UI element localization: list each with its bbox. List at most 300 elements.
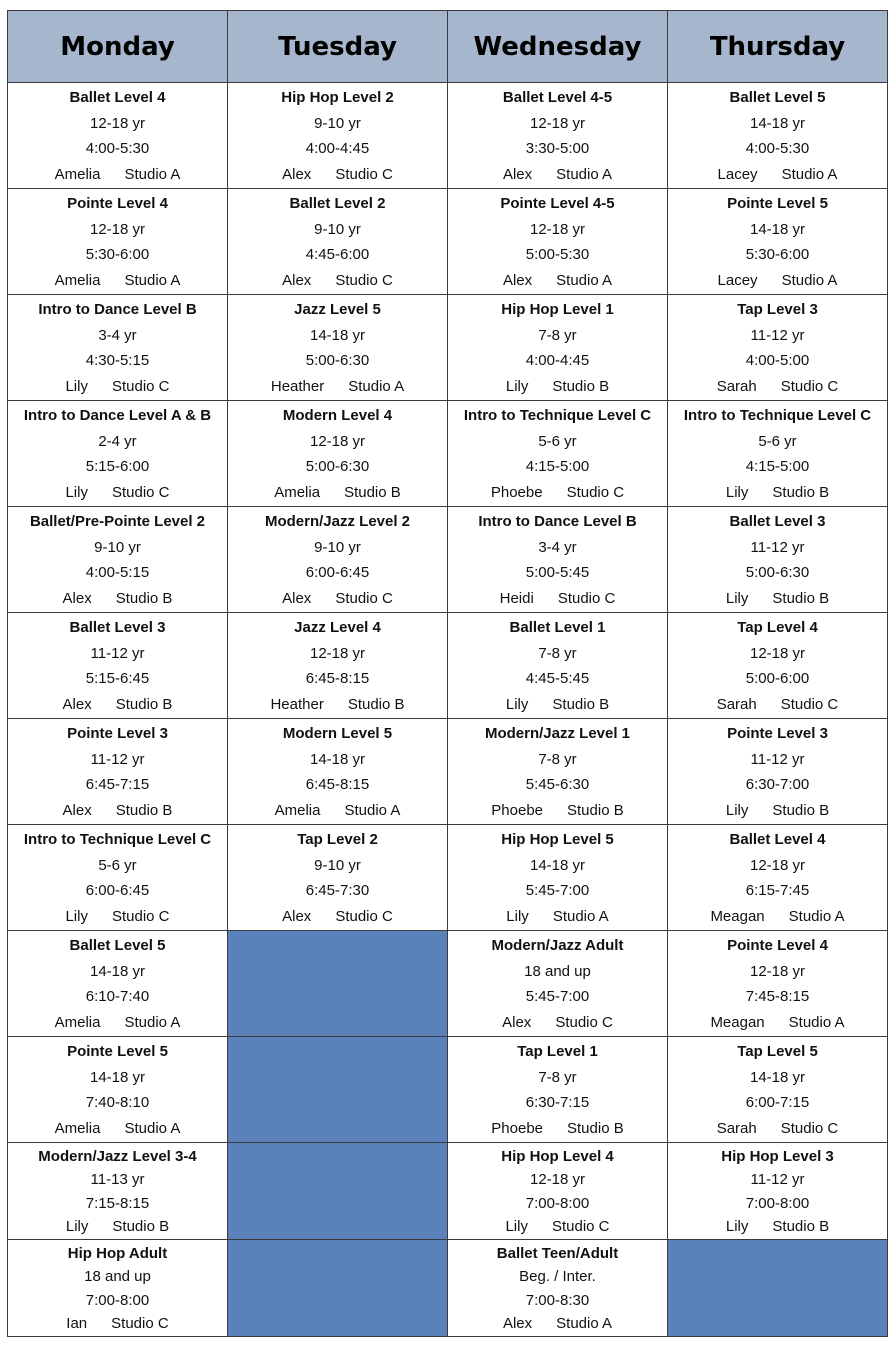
instructor-studio <box>10 269 225 293</box>
class-cell <box>668 931 888 1037</box>
age-range: 9-10 yr <box>314 220 361 238</box>
instructor-name: Amelia <box>54 166 101 184</box>
instructor-studio <box>10 693 225 717</box>
class-cell <box>228 507 448 613</box>
schedule-row <box>8 1037 888 1143</box>
class-name: Tap Level 5 <box>737 1042 818 1060</box>
instructor-name: Heather <box>270 378 325 396</box>
class-cell <box>228 295 448 401</box>
age-range: 12-18 yr <box>89 220 146 238</box>
studio-name: Studio C <box>555 1014 613 1032</box>
class-name: Tap Level 4 <box>737 618 818 636</box>
age-range: 11-13 yr <box>90 1171 145 1189</box>
schedule-row <box>8 401 888 507</box>
class-time: 7:40-8:10 <box>85 1094 150 1112</box>
age-range: 11-12 yr <box>750 750 805 768</box>
instructor-studio <box>10 1313 225 1335</box>
studio-name: Studio B <box>772 590 830 608</box>
age-range: 9-10 yr <box>94 538 141 556</box>
age-range: 14-18 yr <box>749 220 806 238</box>
class-cell <box>668 295 888 401</box>
instructor-name: Alex <box>502 272 533 290</box>
studio-name: Studio A <box>348 378 405 396</box>
instructor-name: Phoebe <box>491 802 543 820</box>
class-cell <box>8 1037 228 1143</box>
class-cell <box>668 83 888 189</box>
age-range: 11-12 yr <box>90 750 145 768</box>
age-range: 7-8 yr <box>538 1068 577 1086</box>
class-name: Modern/Jazz Level 2 <box>264 512 411 530</box>
class-time: 6:45-8:15 <box>305 776 370 794</box>
class-name: Tap Level 2 <box>297 830 378 848</box>
empty-slot <box>228 1037 448 1143</box>
day-header-thursday: Thursday <box>668 11 888 83</box>
instructor-studio <box>450 163 665 187</box>
schedule-row <box>8 507 888 613</box>
instructor-studio <box>230 905 445 929</box>
age-range: 3-4 yr <box>538 538 577 556</box>
class-cell <box>448 1037 668 1143</box>
studio-name: Studio A <box>124 1014 181 1032</box>
instructor-studio <box>10 799 225 823</box>
class-name: Tap Level 1 <box>517 1042 598 1060</box>
instructor-studio <box>450 905 665 929</box>
instructor-name: Sarah <box>716 378 757 396</box>
instructor-studio <box>10 1011 225 1035</box>
class-name: Intro to Technique Level C <box>683 406 872 424</box>
class-time: 7:00-8:00 <box>85 1291 150 1309</box>
class-name: Ballet Level 3 <box>729 512 826 530</box>
instructor-name: Alex <box>282 272 312 290</box>
instructor-studio <box>230 481 445 505</box>
day-header-wednesday: Wednesday <box>448 11 668 83</box>
class-cell <box>8 507 228 613</box>
age-range: 11-12 yr <box>750 538 805 556</box>
instructor-name: Ian <box>66 1315 88 1333</box>
instructor-studio <box>450 1011 665 1035</box>
studio-name: Studio C <box>557 590 616 608</box>
instructor-studio <box>10 1117 225 1141</box>
schedule-body <box>8 83 888 1337</box>
class-cell <box>448 401 668 507</box>
class-name: Pointe Level 3 <box>67 724 168 742</box>
class-time: 5:00-5:45 <box>525 564 590 582</box>
class-name: Modern Level 5 <box>282 724 393 742</box>
class-cell <box>448 83 668 189</box>
class-name: Modern/Jazz Adult <box>491 936 624 954</box>
schedule-row <box>8 83 888 189</box>
studio-name: Studio C <box>111 484 170 502</box>
class-cell <box>448 1240 668 1337</box>
age-range: 14-18 yr <box>89 1068 146 1086</box>
instructor-name: Lily <box>505 378 529 396</box>
empty-slot <box>228 1143 448 1240</box>
class-name: Ballet Level 5 <box>69 936 166 954</box>
studio-name: Studio A <box>556 1315 613 1333</box>
studio-name: Studio A <box>124 166 181 184</box>
instructor-name: Lily <box>65 908 88 926</box>
class-time: 6:00-6:45 <box>305 564 370 582</box>
empty-slot <box>228 1240 448 1337</box>
class-name: Pointe Level 3 <box>727 724 828 742</box>
studio-name: Studio B <box>552 378 610 396</box>
instructor-name: Heidi <box>499 590 534 608</box>
class-cell <box>228 83 448 189</box>
studio-name: Studio B <box>772 802 830 820</box>
age-range: Beg. / Inter. <box>519 1268 596 1286</box>
instructor-name: Lily <box>506 908 529 926</box>
age-range: 12-18 yr <box>749 962 806 980</box>
class-time: 4:00-5:30 <box>745 140 810 158</box>
age-range: 12-18 yr <box>309 432 366 450</box>
instructor-name: Amelia <box>54 1014 101 1032</box>
class-cell <box>448 825 668 931</box>
instructor-studio <box>230 693 445 717</box>
age-range: 5-6 yr <box>538 432 577 450</box>
studio-name: Studio B <box>552 696 610 714</box>
instructor-name: Alex <box>282 590 312 608</box>
instructor-studio <box>670 163 885 187</box>
class-name: Hip Hop Level 1 <box>501 300 614 318</box>
class-time: 6:10-7:40 <box>85 988 150 1006</box>
instructor-studio <box>450 481 665 505</box>
studio-name: Studio B <box>567 802 624 820</box>
instructor-studio <box>670 1216 885 1238</box>
instructor-studio <box>670 481 885 505</box>
class-time: 7:15-8:15 <box>85 1194 150 1212</box>
instructor-name: Lily <box>505 696 529 714</box>
class-cell <box>8 1143 228 1240</box>
schedule-row <box>8 825 888 931</box>
studio-name: Studio C <box>111 378 170 396</box>
class-name: Jazz Level 5 <box>294 300 381 318</box>
instructor-name: Lily <box>725 802 749 820</box>
age-range: 18 and up <box>524 962 591 980</box>
age-range: 14-18 yr <box>749 114 806 132</box>
studio-name: Studio B <box>115 590 173 608</box>
class-time: 5:30-6:00 <box>85 246 150 264</box>
studio-name: Studio C <box>780 1120 839 1138</box>
instructor-studio <box>670 269 885 293</box>
class-time: 5:00-6:30 <box>745 564 810 582</box>
instructor-studio <box>10 905 225 929</box>
studio-name: Studio A <box>124 1120 181 1138</box>
class-time: 7:00-8:00 <box>745 1194 810 1212</box>
instructor-studio <box>670 693 885 717</box>
studio-name: Studio A <box>781 166 838 184</box>
class-time: 5:15-6:00 <box>85 458 150 476</box>
age-range: 12-18 yr <box>749 644 806 662</box>
class-cell <box>448 507 668 613</box>
age-range: 11-12 yr <box>750 326 805 344</box>
class-time: 6:00-6:45 <box>85 882 150 900</box>
class-cell <box>448 189 668 295</box>
class-cell <box>8 1240 228 1337</box>
age-range: 9-10 yr <box>314 114 361 132</box>
class-cell <box>8 295 228 401</box>
class-cell <box>8 719 228 825</box>
studio-name: Studio C <box>551 1218 610 1236</box>
studio-name: Studio B <box>112 1218 170 1236</box>
instructor-name: Alex <box>502 1014 532 1032</box>
instructor-name: Sarah <box>716 696 757 714</box>
class-name: Ballet Level 4 <box>729 830 826 848</box>
instructor-name: Amelia <box>54 272 101 290</box>
class-cell <box>448 613 668 719</box>
studio-name: Studio C <box>335 590 393 608</box>
class-time: 6:15-7:45 <box>745 882 810 900</box>
class-cell <box>448 295 668 401</box>
class-time: 4:45-5:45 <box>525 670 590 688</box>
instructor-name: Lacey <box>717 166 758 184</box>
class-cell <box>448 931 668 1037</box>
class-cell <box>228 189 448 295</box>
class-cell <box>8 931 228 1037</box>
instructor-studio <box>450 693 665 717</box>
age-range: 12-18 yr <box>529 1171 586 1189</box>
instructor-studio <box>230 375 445 399</box>
studio-name: Studio B <box>347 696 405 714</box>
class-cell <box>668 613 888 719</box>
class-name: Pointe Level 5 <box>67 1042 168 1060</box>
age-range: 14-18 yr <box>309 750 366 768</box>
class-cell <box>668 401 888 507</box>
age-range: 12-18 yr <box>529 220 586 238</box>
class-time: 4:30-5:15 <box>85 352 150 370</box>
instructor-name: Lacey <box>717 272 758 290</box>
instructor-name: Alex <box>502 1315 533 1333</box>
instructor-name: Alex <box>62 696 92 714</box>
class-name: Ballet Level 1 <box>509 618 606 636</box>
class-name: Hip Hop Adult <box>67 1244 168 1262</box>
age-range: 14-18 yr <box>529 856 586 874</box>
class-name: Intro to Dance Level B <box>478 512 637 530</box>
class-name: Ballet Level 5 <box>729 88 826 106</box>
instructor-studio <box>670 799 885 823</box>
class-name: Modern/Jazz Level 3-4 <box>38 1147 197 1165</box>
class-time: 4:45-6:00 <box>305 246 370 264</box>
instructor-studio <box>450 269 665 293</box>
instructor-studio <box>450 1216 665 1238</box>
instructor-name: Lily <box>505 1218 528 1236</box>
class-cell <box>448 1143 668 1240</box>
schedule-row <box>8 613 888 719</box>
class-time: 6:00-7:15 <box>745 1094 810 1112</box>
class-cell <box>668 1037 888 1143</box>
class-cell <box>228 401 448 507</box>
class-cell <box>228 613 448 719</box>
studio-name: Studio C <box>111 1315 169 1333</box>
class-time: 4:15-5:00 <box>525 458 590 476</box>
studio-name: Studio C <box>335 908 393 926</box>
instructor-name: Alex <box>62 590 92 608</box>
class-cell <box>668 825 888 931</box>
instructor-studio <box>10 163 225 187</box>
age-range: 18 and up <box>84 1268 151 1286</box>
class-cell <box>228 825 448 931</box>
class-name: Hip Hop Level 5 <box>501 830 614 848</box>
class-name: Intro to Dance Level A & B <box>23 406 212 424</box>
studio-name: Studio B <box>115 696 173 714</box>
studio-name: Studio A <box>556 272 613 290</box>
instructor-studio <box>10 375 225 399</box>
age-range: 14-18 yr <box>89 962 146 980</box>
schedule-row <box>8 295 888 401</box>
age-range: 14-18 yr <box>749 1068 806 1086</box>
class-name: Pointe Level 4 <box>727 936 828 954</box>
age-range: 12-18 yr <box>749 856 806 874</box>
class-time: 5:45-7:00 <box>525 882 590 900</box>
day-header-monday: Monday <box>8 11 228 83</box>
instructor-name: Lily <box>725 484 749 502</box>
class-time: 7:00-8:30 <box>525 1291 590 1309</box>
age-range: 7-8 yr <box>538 326 577 344</box>
instructor-name: Lily <box>65 1218 89 1236</box>
instructor-name: Lily <box>65 378 88 396</box>
studio-name: Studio C <box>335 166 393 184</box>
instructor-studio <box>10 587 225 611</box>
class-time: 5:15-6:45 <box>85 670 150 688</box>
instructor-name: Sarah <box>716 1120 757 1138</box>
class-time: 5:00-6:00 <box>745 670 810 688</box>
instructor-studio <box>230 799 445 823</box>
class-time: 4:00-4:45 <box>305 140 370 158</box>
class-name: Ballet Level 4-5 <box>502 88 613 106</box>
instructor-studio <box>10 1216 225 1238</box>
day-header-tuesday: Tuesday <box>228 11 448 83</box>
age-range: 11-12 yr <box>750 1171 805 1189</box>
studio-name: Studio B <box>115 802 173 820</box>
studio-name: Studio C <box>111 908 170 926</box>
class-cell <box>8 189 228 295</box>
age-range: 3-4 yr <box>98 326 137 344</box>
schedule-row <box>8 719 888 825</box>
instructor-studio <box>230 163 445 187</box>
instructor-studio <box>450 799 665 823</box>
age-range: 5-6 yr <box>758 432 797 450</box>
empty-slot <box>228 931 448 1037</box>
instructor-studio <box>450 1313 665 1335</box>
class-time: 6:45-8:15 <box>305 670 370 688</box>
studio-name: Studio C <box>780 378 839 396</box>
instructor-name: Meagan <box>710 908 765 926</box>
class-time: 5:00-6:30 <box>305 458 370 476</box>
instructor-studio <box>670 587 885 611</box>
class-cell <box>228 719 448 825</box>
class-name: Modern/Jazz Level 1 <box>484 724 631 742</box>
class-name: Ballet Teen/Adult <box>496 1244 619 1262</box>
studio-name: Studio A <box>124 272 181 290</box>
class-name: Pointe Level 4 <box>67 194 168 212</box>
class-name: Ballet/Pre-Pointe Level 2 <box>29 512 206 530</box>
studio-name: Studio A <box>552 908 609 926</box>
class-name: Hip Hop Level 2 <box>281 88 394 106</box>
age-range: 5-6 yr <box>98 856 137 874</box>
class-time: 6:30-7:15 <box>525 1094 590 1112</box>
studio-name: Studio A <box>788 1014 845 1032</box>
class-name: Tap Level 3 <box>737 300 818 318</box>
class-name: Ballet Level 3 <box>69 618 166 636</box>
class-time: 5:00-6:30 <box>305 352 370 370</box>
instructor-studio <box>670 375 885 399</box>
class-time: 7:45-8:15 <box>745 988 810 1006</box>
class-name: Ballet Level 4 <box>69 88 166 106</box>
instructor-name: Alex <box>282 166 312 184</box>
instructor-studio <box>670 905 885 929</box>
class-cell <box>668 719 888 825</box>
studio-name: Studio B <box>344 484 401 502</box>
class-name: Jazz Level 4 <box>294 618 381 636</box>
studio-name: Studio B <box>567 1120 624 1138</box>
studio-name: Studio A <box>344 802 401 820</box>
class-cell <box>668 507 888 613</box>
studio-name: Studio C <box>780 696 839 714</box>
class-cell <box>448 719 668 825</box>
instructor-name: Alex <box>62 802 92 820</box>
instructor-studio <box>450 1117 665 1141</box>
age-range: 2-4 yr <box>98 432 137 450</box>
class-name: Ballet Level 2 <box>289 194 386 212</box>
class-time: 4:15-5:00 <box>745 458 810 476</box>
instructor-studio <box>450 587 665 611</box>
class-name: Hip Hop Level 4 <box>501 1147 614 1165</box>
class-name: Intro to Technique Level C <box>23 830 212 848</box>
class-time: 4:00-5:15 <box>85 564 150 582</box>
instructor-name: Heather <box>270 696 324 714</box>
instructor-studio <box>230 587 445 611</box>
instructor-name: Phoebe <box>490 484 543 502</box>
class-time: 7:00-8:00 <box>525 1194 590 1212</box>
class-cell <box>668 1143 888 1240</box>
class-time: 5:30-6:00 <box>745 246 810 264</box>
class-time: 6:45-7:15 <box>85 776 150 794</box>
age-range: 12-18 yr <box>529 114 586 132</box>
schedule-row <box>8 931 888 1037</box>
instructor-name: Amelia <box>274 484 321 502</box>
studio-name: Studio C <box>335 272 393 290</box>
class-time: 5:00-5:30 <box>525 246 590 264</box>
instructor-studio <box>670 1117 885 1141</box>
class-cell <box>8 83 228 189</box>
instructor-name: Meagan <box>710 1014 765 1032</box>
class-time: 6:30-7:00 <box>745 776 810 794</box>
schedule-row <box>8 189 888 295</box>
class-name: Intro to Dance Level B <box>38 300 197 318</box>
age-range: 9-10 yr <box>314 856 361 874</box>
class-name: Pointe Level 4-5 <box>500 194 615 212</box>
class-name: Hip Hop Level 3 <box>721 1147 834 1165</box>
age-range: 9-10 yr <box>314 538 361 556</box>
instructor-name: Alex <box>502 166 533 184</box>
studio-name: Studio B <box>772 1218 830 1236</box>
instructor-name: Amelia <box>54 1120 101 1138</box>
instructor-name: Lily <box>725 590 749 608</box>
studio-name: Studio B <box>772 484 830 502</box>
class-time: 3:30-5:00 <box>525 140 590 158</box>
class-time: 4:00-5:30 <box>85 140 150 158</box>
schedule-row <box>8 1240 888 1337</box>
studio-name: Studio C <box>566 484 625 502</box>
instructor-name: Amelia <box>274 802 321 820</box>
instructor-studio <box>230 269 445 293</box>
age-range: 12-18 yr <box>89 114 146 132</box>
class-time: 4:00-4:45 <box>525 352 590 370</box>
empty-slot <box>668 1240 888 1337</box>
instructor-name: Alex <box>282 908 312 926</box>
instructor-studio <box>670 1011 885 1035</box>
studio-name: Studio A <box>788 908 845 926</box>
class-cell <box>8 401 228 507</box>
